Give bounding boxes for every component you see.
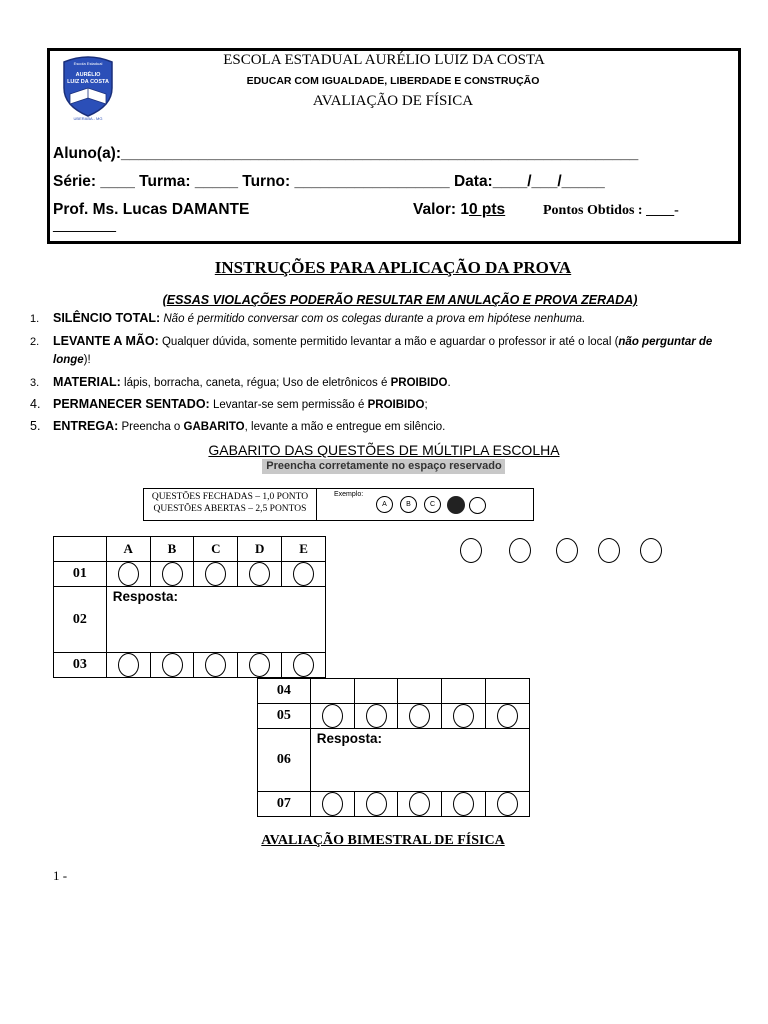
- example-bubble-filled: [447, 496, 465, 514]
- legend-open-questions: QUESTÕES ABERTAS – 2,5 PONTOS: [153, 504, 307, 514]
- violation-warning: (ESSAS VIOLAÇÕES PODERÃO RESULTAR EM ANULAÇÃO E PROVA ZERADA): [162, 293, 638, 307]
- option-b-cell: [354, 704, 398, 729]
- instruction-text-end: )!: [83, 354, 91, 366]
- answer-bubble-a[interactable]: [118, 562, 139, 586]
- answer-key-title: GABARITO DAS QUESTÕES DE MÚLTIPLA ESCOLHA: [208, 442, 560, 458]
- instruction-item-4: [30, 397, 428, 411]
- svg-text:AURÉLIO: AURÉLIO: [75, 72, 101, 78]
- instruction-emphasis: GABARITO: [183, 421, 245, 433]
- answer-bubble-e[interactable]: [497, 704, 518, 728]
- option-e-cell: [282, 562, 326, 587]
- legend-closed-questions: QUESTÕES FECHADAS – 1,0 PONTO: [151, 492, 309, 502]
- answer-bubble-d[interactable]: [249, 562, 270, 586]
- example-bubble-a: A: [376, 496, 393, 513]
- svg-text:LUIZ DA COSTA: LUIZ DA COSTA: [67, 79, 109, 85]
- instruction-text-end: ;: [424, 399, 428, 411]
- answer-bubble[interactable]: [509, 538, 531, 563]
- instruction-emphasis: PROIBIDO: [390, 377, 448, 389]
- example-label: Exemplo:: [334, 491, 364, 498]
- instruction-item-2-cont: [53, 354, 91, 366]
- answer-bubble-c[interactable]: [205, 562, 226, 586]
- instruction-text: Qualquer dúvida, somente permitido levantar a mão e aguardar o professor ir até o local (: [161, 336, 619, 348]
- answer-bubble-c[interactable]: [205, 653, 226, 677]
- column-header-e: E: [282, 537, 326, 562]
- answer-bubble-a[interactable]: [118, 653, 139, 677]
- instruction-number: 2.: [30, 336, 40, 348]
- option-cell: [354, 679, 398, 704]
- instruction-item-5: [30, 419, 445, 433]
- option-cell: [398, 679, 442, 704]
- instruction-item-3: [30, 375, 451, 389]
- question-number: 06: [258, 729, 311, 792]
- teacher-name: Prof. Ms. Lucas DAMANTE: [53, 201, 250, 218]
- answer-key-subtitle: Preencha corretamente no espaço reservado: [266, 460, 502, 472]
- answer-bubble-a[interactable]: [322, 704, 343, 728]
- instruction-emphasis: não perguntar de: [618, 336, 713, 348]
- option-e-cell: [282, 653, 326, 678]
- option-c-cell: [194, 653, 238, 678]
- answer-bubble-e[interactable]: [293, 562, 314, 586]
- question-number: 05: [258, 704, 311, 729]
- logo-city: UBERABA - MG: [73, 116, 103, 121]
- question-number: 03: [54, 653, 107, 678]
- svg-text:Escola Estadual: Escola Estadual: [73, 61, 103, 66]
- points-obtained-continuation: _________: [53, 219, 116, 234]
- student-name-field[interactable]: Aluno(a):____________________________________________________________: [53, 145, 639, 162]
- option-a-cell: [106, 562, 150, 587]
- option-a-cell: [310, 704, 354, 729]
- instruction-text: Não é permitido conversar com os colegas durante a prova em hipótese nenhuma.: [163, 313, 586, 325]
- points-obtained-field[interactable]: Pontos Obtidos : ____-: [543, 203, 679, 218]
- instruction-label: SILÊNCIO TOTAL:: [53, 311, 161, 325]
- answer-row-03: [54, 653, 326, 678]
- option-e-cell: [486, 792, 530, 817]
- open-answer-field[interactable]: [310, 729, 529, 792]
- exam-value-points: 0 pts: [469, 201, 506, 218]
- option-c-cell: [194, 562, 238, 587]
- instruction-number: 5.: [30, 419, 41, 433]
- exam-value-label: Valor: 1: [413, 201, 469, 218]
- instructions-title: INSTRUÇÕES PARA APLICAÇÃO DA PROVA: [214, 258, 572, 277]
- class-info-line[interactable]: Série: ____ Turma: _____ Turno: __________________ Data:____/___/_____: [53, 173, 605, 190]
- answer-row-02: [54, 587, 326, 653]
- option-cell: [310, 679, 354, 704]
- question-number: 07: [258, 792, 311, 817]
- instruction-text: Levantar-se sem permissão é: [212, 399, 368, 411]
- instruction-number: 1.: [30, 313, 40, 325]
- option-c-cell: [398, 792, 442, 817]
- instruction-label: ENTREGA:: [53, 419, 119, 433]
- instruction-text: lápis, borracha, caneta, régua; Uso de eletrônicos é: [124, 377, 391, 389]
- open-answer-field[interactable]: [106, 587, 325, 653]
- instruction-emphasis: PROIBIDO: [367, 399, 425, 411]
- option-b-cell: [150, 562, 194, 587]
- scoring-legend-box: [143, 488, 534, 521]
- answer-grid-1: [53, 536, 326, 678]
- response-label: Resposta:: [112, 589, 178, 604]
- question-number: 02: [54, 587, 107, 653]
- answer-bubble-a[interactable]: [322, 792, 343, 816]
- answer-bubble[interactable]: [460, 538, 482, 563]
- answer-row-07: [258, 792, 530, 817]
- column-header-c: C: [194, 537, 238, 562]
- answer-bubble-c[interactable]: [409, 704, 430, 728]
- option-cell: [486, 679, 530, 704]
- corner-cell: [54, 537, 107, 562]
- answer-bubble-d[interactable]: [453, 792, 474, 816]
- answer-bubble-b[interactable]: [162, 562, 183, 586]
- answer-bubble[interactable]: [640, 538, 662, 563]
- answer-bubble-b[interactable]: [366, 792, 387, 816]
- answer-bubble-c[interactable]: [409, 792, 430, 816]
- option-d-cell: [238, 562, 282, 587]
- example-bubble-c: C: [424, 496, 441, 513]
- option-a-cell: [106, 653, 150, 678]
- option-b-cell: [354, 792, 398, 817]
- instruction-text-end: .: [447, 377, 451, 389]
- answer-bubble-d[interactable]: [249, 653, 270, 677]
- option-d-cell: [442, 704, 486, 729]
- column-header-b: B: [150, 537, 194, 562]
- answer-bubble-b[interactable]: [162, 653, 183, 677]
- answer-bubble-e[interactable]: [293, 653, 314, 677]
- answer-bubble-e[interactable]: [497, 792, 518, 816]
- instruction-number: 3.: [30, 377, 40, 389]
- school-name: ESCOLA ESTADUAL AURÉLIO LUIZ DA COSTA: [223, 52, 545, 68]
- option-d-cell: [238, 653, 282, 678]
- answer-row-04: [258, 679, 530, 704]
- school-motto: EDUCAR COM IGUALDADE, LIBERDADE E CONSTRUÇÃO: [246, 75, 540, 87]
- option-e-cell: [486, 704, 530, 729]
- answer-bubble[interactable]: [598, 538, 620, 563]
- question-number: 04: [258, 679, 311, 704]
- bimester-exam-title: AVALIAÇÃO BIMESTRAL DE FÍSICA: [261, 833, 505, 848]
- instruction-item-1: [30, 311, 585, 325]
- instruction-emphasis: longe: [53, 354, 84, 366]
- option-c-cell: [398, 704, 442, 729]
- option-b-cell: [150, 653, 194, 678]
- answer-row-05: [258, 704, 530, 729]
- instruction-number: 4.: [30, 397, 41, 411]
- legend-divider: [316, 489, 317, 520]
- instruction-item-2: [30, 334, 712, 348]
- example-bubble-empty: [469, 497, 486, 514]
- exam-value: [413, 201, 505, 219]
- response-label: Resposta:: [316, 731, 382, 746]
- option-cell: [442, 679, 486, 704]
- answer-bubble-b[interactable]: [366, 704, 387, 728]
- answer-bubble-d[interactable]: [453, 704, 474, 728]
- question-1-start: 1 -: [53, 868, 68, 883]
- instruction-label: MATERIAL:: [53, 375, 121, 389]
- question-number: 01: [54, 562, 107, 587]
- option-d-cell: [442, 792, 486, 817]
- column-header-d: D: [238, 537, 282, 562]
- instruction-text: Preencha o: [121, 421, 184, 433]
- column-header-a: A: [106, 537, 150, 562]
- answer-row-01: [54, 562, 326, 587]
- instruction-label: LEVANTE A MÃO:: [53, 334, 159, 348]
- exam-name: AVALIAÇÃO DE FÍSICA: [312, 93, 474, 109]
- answer-bubble[interactable]: [556, 538, 578, 563]
- answer-row-06: [258, 729, 530, 792]
- instruction-label: PERMANECER SENTADO:: [53, 397, 210, 411]
- instruction-text-end: , levante a mão e entregue em silêncio.: [244, 421, 446, 433]
- option-a-cell: [310, 792, 354, 817]
- answer-grid-2: [257, 678, 530, 817]
- example-bubble-b: B: [400, 496, 417, 513]
